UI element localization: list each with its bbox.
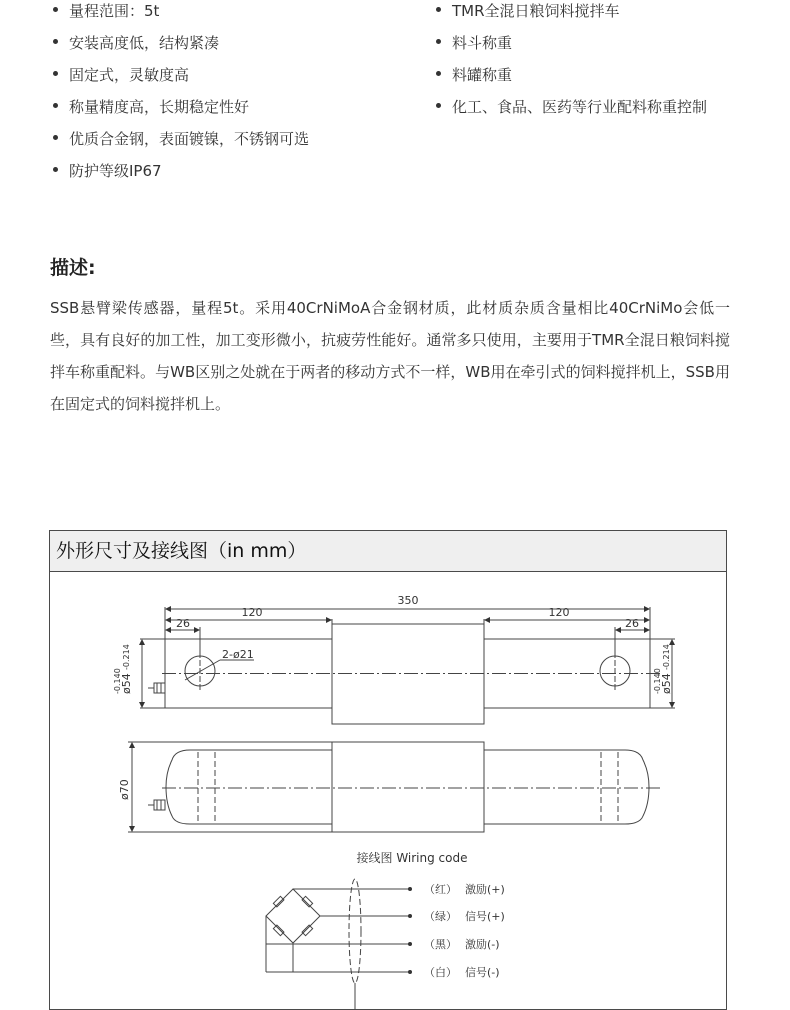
feature-text: 安装高度低，结构紧凑 [69,34,220,52]
feature-item [53,129,309,149]
feature-item [53,1,159,21]
wire-color: （红） [424,883,457,896]
tolerance-left-lower: -0.214 [122,644,131,670]
feature-text: 量程范围：5t [69,2,160,20]
dim-left-label: 120 [241,606,263,619]
tolerance-right-upper: -0.140 [653,668,662,694]
feature-text: 称量精度高，长期稳定性好 [69,98,250,116]
application-text: 料斗称重 [452,34,513,52]
bullet-icon [436,103,441,108]
wire-signal: 信号(+) [465,910,505,923]
wiring-diagram [266,879,410,1010]
bullet-icon [53,39,58,44]
application-item [436,97,707,117]
cable-connector-side [148,800,165,810]
top-view-outline [140,607,675,724]
dimension-drawing [50,572,726,1010]
side-view-outline [128,742,662,832]
drawing-panel [49,530,727,1010]
bridge-circuit [266,889,320,943]
feature-item [53,161,162,181]
cable-connector-top [148,683,165,693]
feature-text: 固定式，灵敏度高 [69,66,190,84]
wire-color: （黑） [424,938,457,951]
dim-hole-right-label: 26 [625,617,639,630]
application-text: TMR全混日粮饲料搅拌车 [452,2,620,20]
description-heading: 描述: [50,257,96,279]
application-item [436,65,512,85]
bullet-icon [53,7,58,12]
description-body: SSB悬臂梁传感器，量程5t。采用40CrNiMoA合金钢材质，此材质杂质含量相比40CrNiMo会低一些，具有良好的加工性，加工变形微小，抗疲劳性能好。通常多只使用，主要用于TMR全混日粮饲料搅拌车称重配料。与WB区别之处就在于两者的移动方式不一样，WB用在牵引式的饲料搅拌机上，SSB用在固定式的饲料搅拌机上。 [50,299,730,413]
wiring-title: 接线图 Wiring code [356,851,468,865]
tolerance-left-upper: -0.140 [113,668,122,694]
feature-text: 防护等级IP67 [69,162,162,180]
feature-item [53,33,219,53]
wire-color: （白） [424,966,457,979]
wire-signal: 激励(+) [465,883,505,896]
feature-item [53,97,249,117]
tolerance-right-lower: -0.214 [662,644,671,670]
application-item [436,1,620,21]
drawing-panel-title: 外形尺寸及接线图（in mm） [50,531,726,572]
diameter-left-label: ø54 [120,673,133,694]
bullet-icon [53,103,58,108]
wire-color: （绿） [424,910,457,923]
wire-signal: 信号(-) [465,966,500,979]
dim-total-label: 350 [397,594,419,607]
bullet-icon [436,39,441,44]
bullet-icon [436,71,441,76]
bullet-icon [53,71,58,76]
feature-text: 优质合金钢，表面镀镍，不锈钢可选 [69,130,310,148]
application-text: 料罐称重 [452,66,513,84]
bullet-icon [53,167,58,172]
diameter-right-label: ø54 [660,673,673,694]
diameter-side-label: ø70 [118,779,131,800]
bullet-icon [53,135,58,140]
cable-shield [349,879,361,983]
dim-right-label: 120 [548,606,570,619]
application-item [436,33,512,53]
dim-hole-left-label: 26 [176,617,190,630]
wire-signal: 激励(-) [465,938,500,951]
feature-item [53,65,189,85]
application-text: 化工、食品、医药等行业配料称重控制 [452,98,708,116]
bullet-icon [436,7,441,12]
hole-callout: 2-ø21 [222,648,254,661]
